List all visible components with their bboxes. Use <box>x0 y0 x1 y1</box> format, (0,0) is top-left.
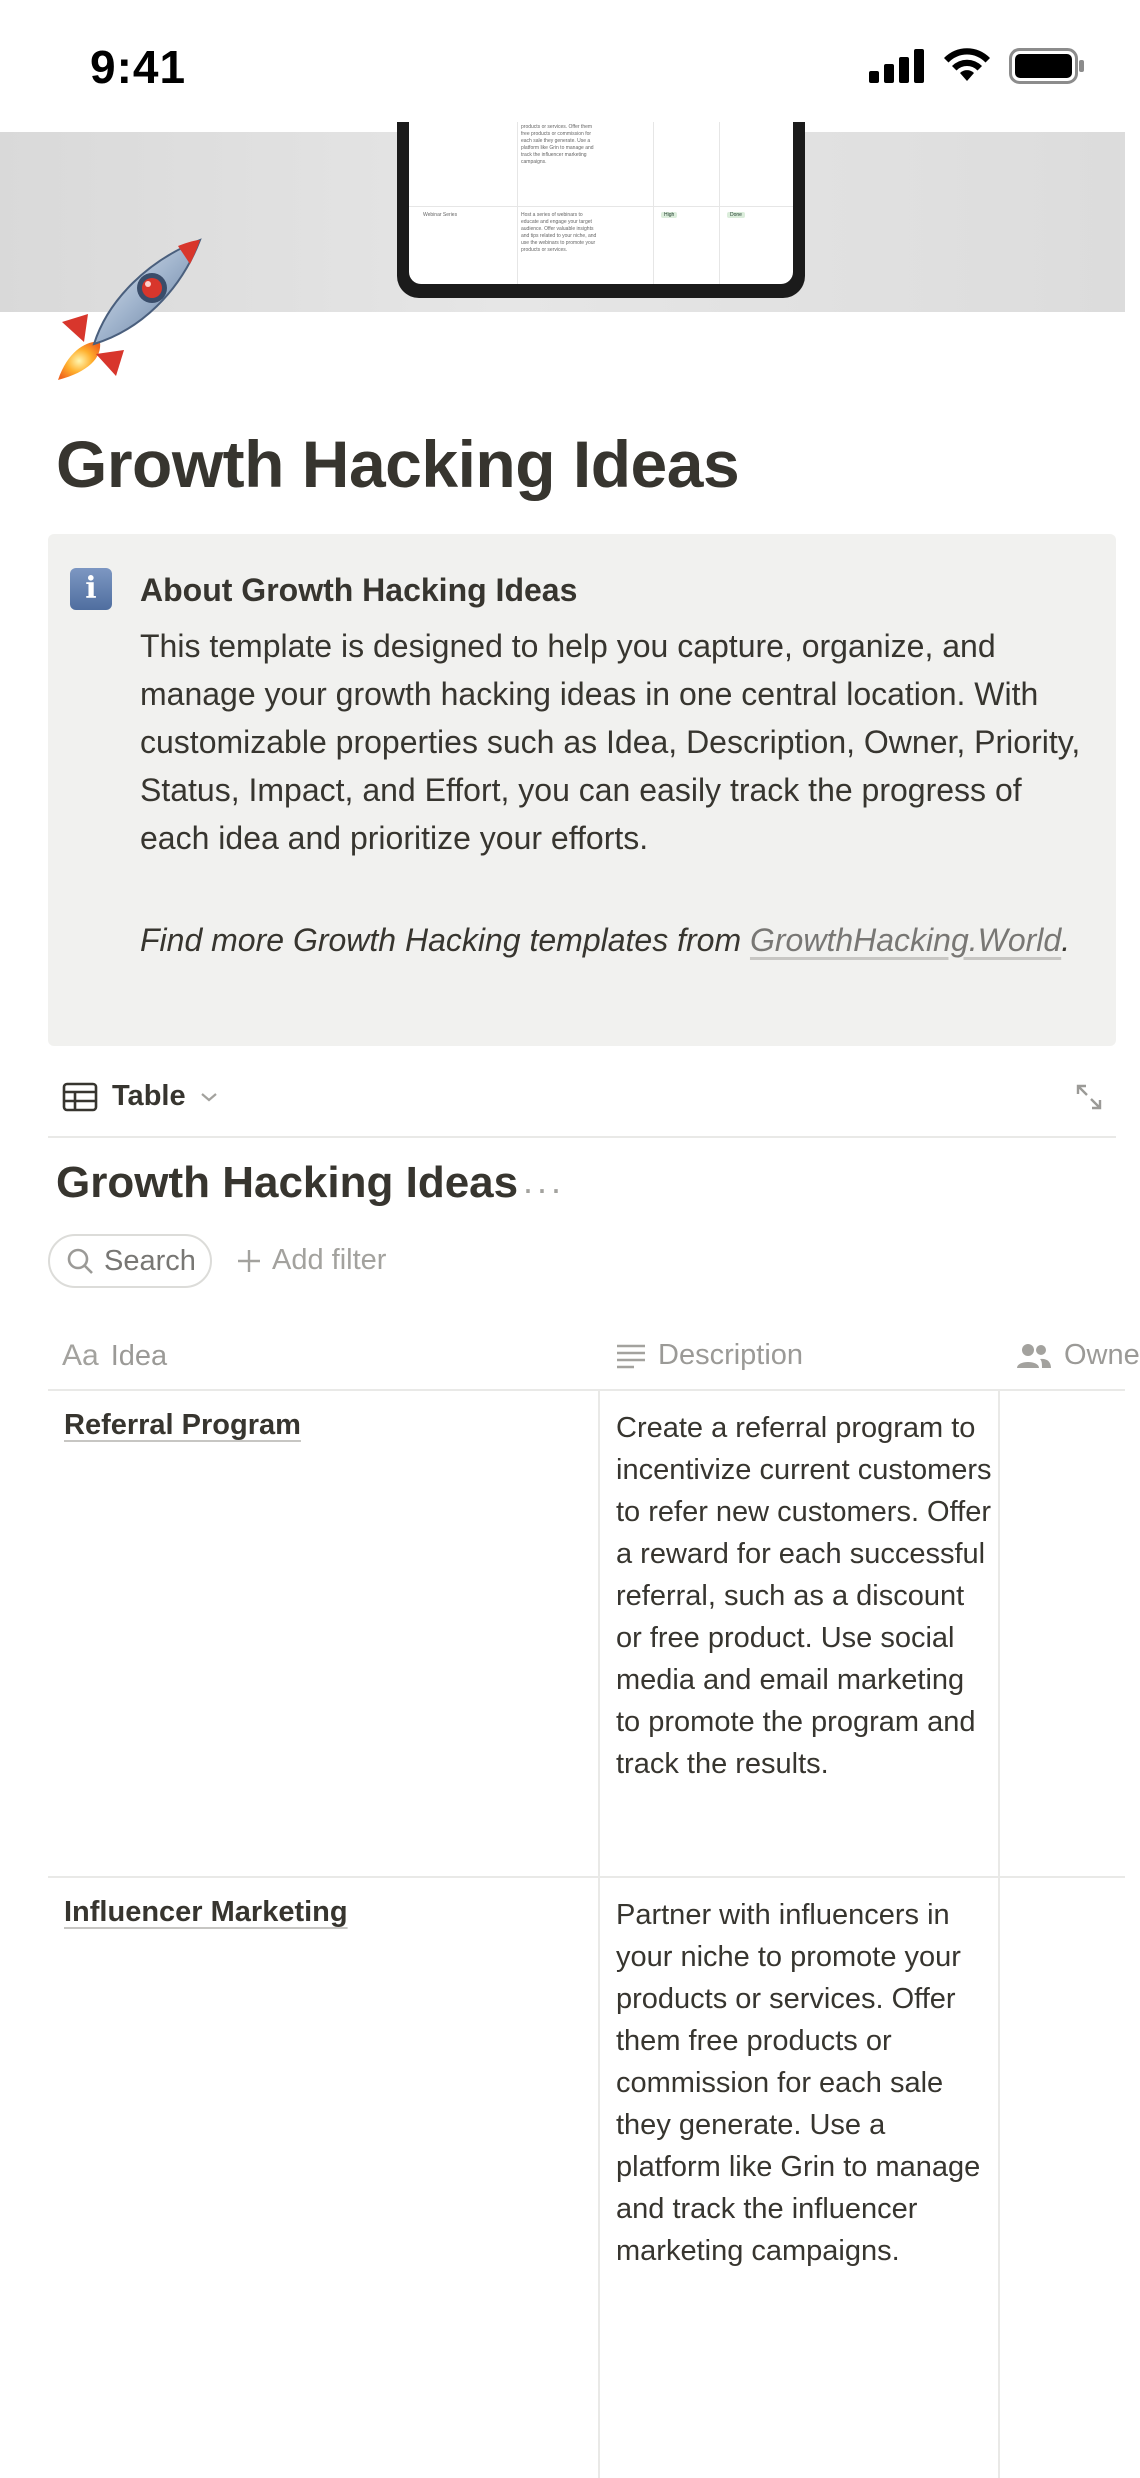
info-icon: i <box>70 568 112 610</box>
table-row[interactable] <box>48 1391 1125 1878</box>
callout-footer-suffix: . <box>1061 922 1071 958</box>
row-idea-title[interactable]: Influencer Marketing <box>64 1896 348 1928</box>
status-bar <box>0 0 1125 132</box>
add-filter-button[interactable] <box>236 1244 386 1277</box>
plus-icon <box>236 1248 262 1274</box>
growthhacking-world-link[interactable]: GrowthHacking.World <box>749 922 1062 958</box>
chevron-down-icon <box>200 1091 218 1103</box>
add-filter-label: Add filter <box>272 1244 387 1276</box>
expand-icon[interactable] <box>1074 1082 1104 1112</box>
column-header-idea[interactable] <box>62 1339 167 1373</box>
callout-footer <box>140 916 1090 964</box>
about-callout <box>48 534 1116 1046</box>
callout-body: This template is designed to help you capture, organize, and manage your growth hacking ideas in one central location. With customizable properties such as Idea, Description, Owner, Priority, Status, Impact, and Effort, you can easily track the progress of each idea and prioritize your efforts. <box>140 628 1081 856</box>
row-idea-title[interactable]: Referral Program <box>64 1409 301 1441</box>
column-header-label: Idea <box>110 1339 168 1372</box>
view-tab-label: Table <box>112 1080 186 1112</box>
search-button[interactable] <box>48 1234 212 1288</box>
tablet-row-label: Webinar Series <box>423 212 458 218</box>
tablet-screen: products or services. Offer them free products or commission for each sale they generate. Use a platform like Grin to manage and track the influencer marketing campaigns. Webinar Series Host a series of webinars to educate and engage your target audience. Offer valuable insights and tips related to your niche, and use the webinars to promote your products or services. High Done <box>409 122 793 284</box>
status-icons <box>869 48 1085 84</box>
database-more-button[interactable]: ··· <box>522 1168 564 1209</box>
view-tab-table[interactable] <box>62 1080 218 1113</box>
row-description: Partner with influencers in your niche to promote your products or services. Offer them free products or commission for each sale they generate. Use a platform like Grin to manage and track the influencer marketing campaigns. <box>616 1899 981 2267</box>
cellular-signal-icon <box>869 49 925 83</box>
callout-footer-prefix: Find more Growth Hacking templates from <box>140 922 750 958</box>
view-bar <box>48 1070 1116 1138</box>
row-description: Create a referral program to incentivize current customers to refer new customers. Offer a reward for each successful referral, such as a discount or free product. Use social media and email marketing to promote the program and track the results. <box>616 1412 992 1780</box>
column-header-label: Description <box>658 1339 804 1371</box>
status-time: 9:41 <box>90 41 187 93</box>
tablet-status-tag: Done <box>727 212 745 218</box>
search-icon <box>66 1247 94 1275</box>
people-property-icon <box>1016 1343 1052 1369</box>
tablet-illustration <box>397 122 805 298</box>
battery-icon <box>1009 48 1085 84</box>
rocket-icon[interactable] <box>48 230 208 390</box>
column-header-description[interactable] <box>616 1339 803 1372</box>
column-header-owner[interactable] <box>1016 1339 1140 1372</box>
table-row[interactable] <box>48 1878 1125 2478</box>
table-icon <box>62 1082 98 1112</box>
search-label: Search <box>104 1244 196 1277</box>
title-property-icon: Aa <box>62 1339 99 1372</box>
page-title[interactable]: Growth Hacking Ideas <box>56 427 740 501</box>
callout-heading: About Growth Hacking Ideas <box>140 572 578 608</box>
tablet-priority-tag: High <box>661 212 677 218</box>
column-header-label: Owne <box>1064 1339 1140 1371</box>
wifi-icon <box>943 49 991 83</box>
table-header <box>48 1325 1140 1391</box>
database-title[interactable]: Growth Hacking Ideas <box>56 1158 519 1207</box>
text-property-icon <box>616 1343 646 1369</box>
